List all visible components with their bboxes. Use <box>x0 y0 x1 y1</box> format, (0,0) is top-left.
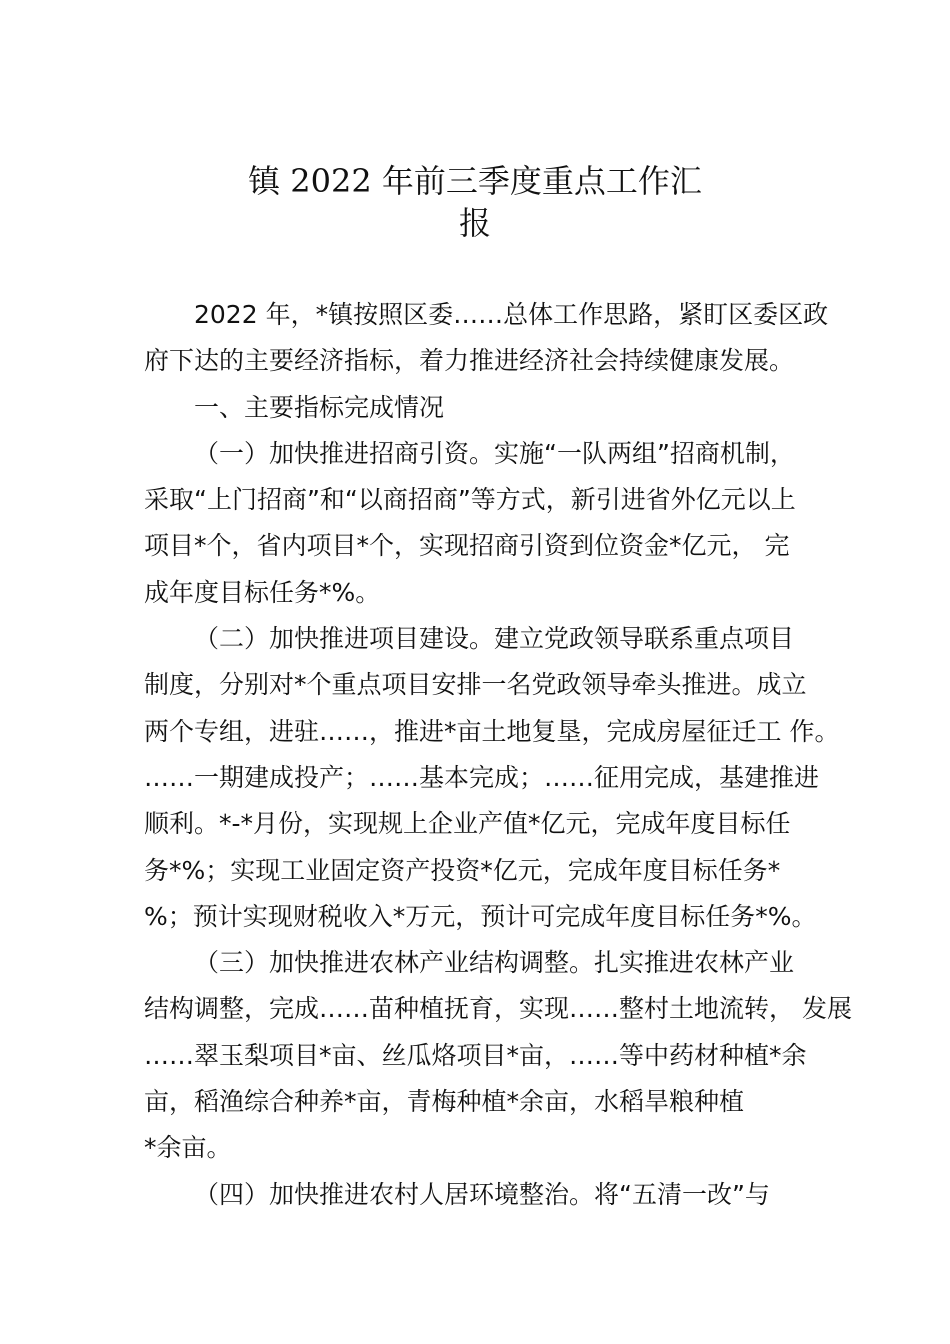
section-heading-main-indicators: 一、主要指标完成情况 <box>194 392 445 422</box>
paragraph-agriculture-line-5: *余亩。 <box>144 1133 232 1163</box>
paragraph-projects-line-7: %；预计实现财税收入*万元，预计可完成年度目标任务*%。 <box>144 901 817 931</box>
paragraph-agriculture-line-1: （三）加快推进农林产业结构调整。扎实推进农林产业 <box>194 948 795 978</box>
paragraph-environment-line-1: （四）加快推进农村人居环境整治。将“五清一改”与 <box>194 1179 770 1209</box>
paragraph-investment-line-1: （一）加快推进招商引资。实施“一队两组”招商机制， <box>194 438 795 468</box>
paragraph-investment-line-3: 项目*个，省内项目*个，实现招商引资到位资金*亿元， 完 <box>144 531 790 561</box>
paragraph-projects-line-2: 制度，分别对*个重点项目安排一名党政领导牵头推进。成立 <box>144 670 807 700</box>
paragraph-investment-line-4: 成年度目标任务*%。 <box>144 577 381 607</box>
paragraph-projects-line-3: 两个专组，进驻……，推进*亩土地复垦，完成房屋征迁工 作。 <box>144 716 840 746</box>
paragraph-intro-line-1: 2022 年，*镇按照区委……总体工作思路，紧盯区委区政 <box>194 300 829 329</box>
paragraph-projects-line-5: 顺利。*-*月份，实现规上企业产值*亿元，完成年度目标任 <box>144 809 791 839</box>
document-title <box>0 160 950 244</box>
paragraph-intro-line-2: 府下达的主要经济指标，着力推进经济社会持续健康发展。 <box>144 346 795 376</box>
paragraph-projects-line-6: 务*%；实现工业固定资产投资*亿元，完成年度目标任务* <box>144 855 781 885</box>
paragraph-agriculture-line-3: ……翠玉梨项目*亩、丝瓜烙项目*亩，……等中药材种植*余 <box>144 1040 807 1070</box>
paragraph-agriculture-line-2: 结构调整，完成……苗种植抚育，实现……整村土地流转， 发展 <box>144 994 852 1024</box>
document-body <box>144 292 852 1218</box>
title-line-2: 报 <box>458 204 491 242</box>
paragraph-investment-line-2: 采取“上门招商”和“以商招商”等方式，新引进省外亿元以上 <box>144 485 796 515</box>
paragraph-projects-line-1: （二）加快推进项目建设。建立党政领导联系重点项目 <box>194 624 795 654</box>
title-line-1: 镇 2022 年前三季度重点工作汇 <box>248 162 702 200</box>
paragraph-agriculture-line-4: 亩，稻渔综合种养*亩，青梅种植*余亩，水稻旱粮种植 <box>144 1087 745 1117</box>
paragraph-projects-line-4: ……一期建成投产；……基本完成；……征用完成，基建推进 <box>144 762 820 792</box>
